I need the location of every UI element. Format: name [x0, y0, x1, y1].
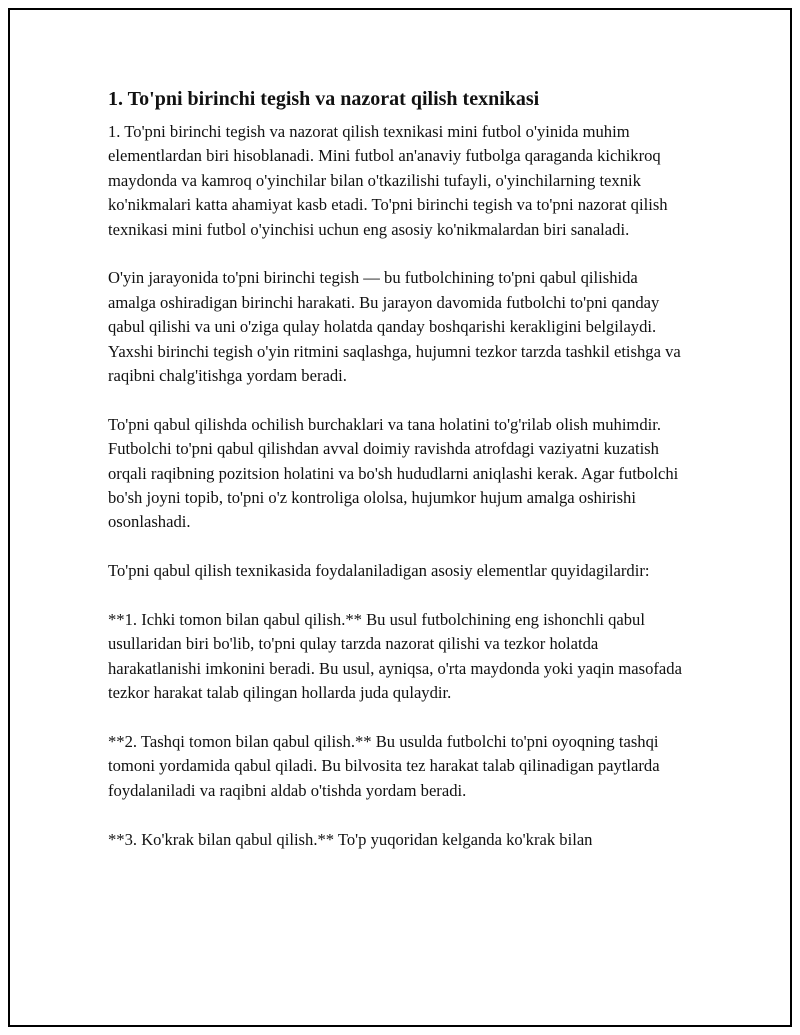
- paragraph-outside-foot: **2. Tashqi tomon bilan qabul qilish.** Bu usulda futbolchi to'pni oyoqning tashqi tomoni yordamida qabul qiladi. Bu bilvosita tez harakat talab qilinadigan paytlarda foydalaniladi va raqibni aldab o'tishda yordam beradi.: [108, 732, 660, 800]
- paragraph-elements-intro: To'pni qabul qilish texnikasida foydalaniladigan asosiy elementlar quyidagilardir:: [108, 561, 650, 581]
- paragraph-intro: 1. To'pni birinchi tegish va nazorat qilish texnikasi mini futbol o'yinida muhim elementlardan biri hisoblanadi. Mini futbol an'anaviy futbolga qaraganda kichikroq maydonda va kamroq o'yinchilar bilan o'tkazilishi tufayli, o'yinchilarning texnik ko'nikmalari katta ahamiyat kasb etadi. To'pni birinchi tegish va to'pni nazorat qilish texnikasi mini futbol o'yinchisi uchun eng asosiy ko'nikmalardan biri sanaladi.: [108, 122, 668, 239]
- paragraph-chest: **3. Ko'krak bilan qabul qilish.** To'p yuqoridan kelganda ko'krak bilan: [108, 829, 593, 849]
- document-body: [108, 86, 688, 876]
- paragraph-inside-foot: **1. Ichki tomon bilan qabul qilish.** Bu usul futbolchining eng ishonchli qabul usullaridan biri bo'lib, to'pni qulay tarzda nazorat qilishi va tezkor holatda harakatlanishi imkonini beradi. Bu usul, ayniqsa, o'rta maydonda yoki yaqin masofada tezkor harakat talab qilingan hollarda juda qulaydir.: [108, 610, 682, 703]
- section-heading: 1. To'pni birinchi tegish va nazorat qilish texnikasi: [108, 88, 540, 110]
- paragraph-body-position: To'pni qabul qilishda ochilish burchaklari va tana holatini to'g'rilab olish muhimdir. Futbolchi to'pni qabul qilishdan avval doimiy ravishda atrofdagi vaziyatni kuzatish orqali raqibning pozitsion holatini va bo'sh hududlarni aniqlashi kerak. Agar futbolchi bo'sh joyni topib, to'pni o'z kontroliga ololsa, hujumkor hujum amalga oshirishi osonlashadi.: [108, 414, 679, 532]
- paragraph-first-touch: O'yin jarayonida to'pni birinchi tegish — bu futbolchining to'pni qabul qilishida amalga oshiradigan birinchi harakati. Bu jarayon davomida futbolchi to'pni qanday qabul qilishi va uni o'ziga qulay holatda qanday boshqarishi kerakligini belgilaydi. Yaxshi birinchi tegish o'yin ritmini saqlashga, hujumni tezkor tarzda tashkil etishga va raqibni chalg'itishga yordam beradi.: [108, 268, 681, 386]
